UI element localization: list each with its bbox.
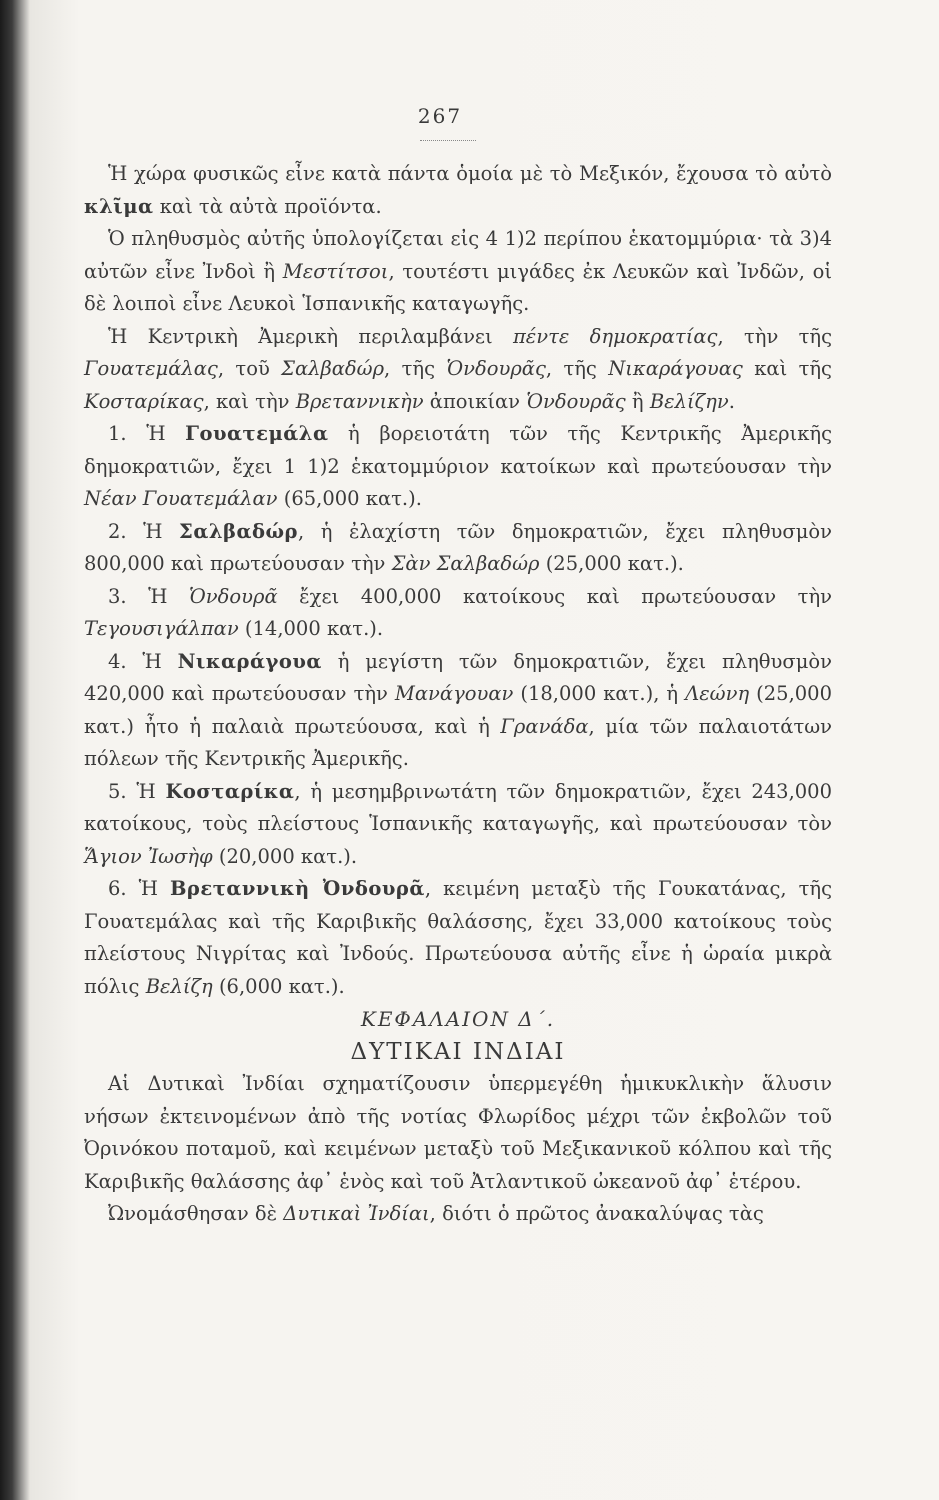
paragraph bbox=[84, 873, 832, 1003]
text-block-west-indies bbox=[84, 1068, 832, 1231]
italic-term: Γουατεμάλας bbox=[84, 357, 218, 380]
section-heading: ΔΥΤΙΚΑΙ ΙΝΔΙΑΙ bbox=[350, 1038, 566, 1065]
text-run: ἢ bbox=[625, 389, 650, 413]
italic-term: Ὁνδουρᾶς bbox=[446, 357, 546, 380]
paragraph bbox=[84, 516, 832, 581]
text-run: , ἡ ἐλαχίστη τῶν δημοκρατιῶν, ἔχει πληθυσμὸν 800,000 καὶ πρωτεύουσαν τὴν bbox=[84, 519, 832, 575]
page-body bbox=[84, 158, 832, 1231]
text-run: 2. Ἡ bbox=[108, 519, 180, 543]
italic-term: Σαλβαδώρ bbox=[281, 357, 385, 380]
text-run: Ὠνομάσθησαν δὲ bbox=[108, 1202, 284, 1225]
text-run: , μία τῶν παλαιοτάτων πόλεων τῆς Κεντρικῆς Ἀμερικῆς. bbox=[84, 714, 832, 770]
italic-term: Δυτικαὶ Ἰνδίαι bbox=[283, 1202, 430, 1225]
text-run: Ἡ χώρα φυσικῶς εἶνε κατὰ πάντα ὁμοία μὲ τὸ Μεξικόν, ἔχουσα τὸ αὐτὸ bbox=[108, 162, 832, 185]
text-run: (6,000 κατ.). bbox=[212, 974, 345, 998]
italic-term: Μεστίτσοι bbox=[282, 259, 389, 283]
paragraph bbox=[84, 158, 832, 223]
paragraph bbox=[84, 418, 832, 516]
text-run: , τῆς bbox=[384, 357, 447, 380]
paragraph bbox=[84, 1068, 832, 1198]
italic-term: Λεώνη bbox=[685, 682, 750, 705]
text-run: καὶ τῆς bbox=[742, 357, 832, 380]
text-run: 5. Ἡ bbox=[108, 779, 166, 803]
text-run: (65,000 κατ.). bbox=[277, 487, 422, 510]
page-number-rule bbox=[420, 140, 476, 141]
paragraph bbox=[84, 321, 832, 419]
text-run: Ἡ Κεντρικὴ Ἀμερικὴ περιλαμβάνει bbox=[108, 324, 513, 348]
text-run: ἔχει 400,000 κατοίκους καὶ πρωτεύουσαν τὴν bbox=[277, 584, 832, 608]
text-run: , τουτέστι μιγάδες ἐκ Λευκῶν καὶ Ἰνδῶν, οἱ δὲ λοιποὶ εἶνε Λευκοὶ Ἱσπανικῆς καταγωγῆς. bbox=[84, 259, 832, 315]
text-run: 4. Ἡ bbox=[108, 649, 178, 673]
text-run: , καὶ τὴν bbox=[203, 389, 296, 413]
paragraph bbox=[84, 223, 832, 321]
text-block-central-america bbox=[84, 158, 832, 1003]
text-run: (20,000 κατ.). bbox=[212, 844, 358, 868]
paragraph bbox=[84, 1198, 832, 1231]
text-run: , ἡ μεσημβρινωτάτη τῶν δημοκρατιῶν, ἔχει 243,000 κατοίκους, τοὺς πλείστους Ἱσπανικῆς καταγωγῆς, καὶ πρωτεύουσαν τὸν bbox=[84, 779, 832, 835]
paragraph bbox=[84, 646, 832, 776]
italic-term: Νέαν Γουατεμάλαν bbox=[84, 487, 278, 510]
paragraph bbox=[84, 581, 832, 646]
italic-term: Νικαράγουας bbox=[608, 357, 743, 380]
bold-term: Γουατεμάλα bbox=[185, 422, 329, 445]
text-run: (25,000 κατ.) ἦτο ἡ παλαιὰ πρωτεύουσα, καὶ ἡ bbox=[84, 682, 832, 738]
text-run: . bbox=[728, 389, 735, 413]
italic-term: πέντε δημοκρατίας bbox=[512, 324, 718, 348]
page-number: 267 bbox=[417, 104, 463, 128]
text-run: , τοῦ bbox=[217, 357, 282, 380]
bold-term: Σαλβαδώρ bbox=[179, 519, 298, 543]
bold-term: Βρεταννικὴ Ὀνδουρᾶ bbox=[169, 877, 425, 900]
paragraph bbox=[84, 776, 832, 874]
text-run: (25,000 κατ.). bbox=[539, 552, 684, 575]
italic-term: Γρανάδα bbox=[500, 714, 589, 738]
italic-term: Βρεταννικὴν bbox=[295, 389, 424, 413]
text-run: 3. Ἡ bbox=[108, 584, 190, 608]
chapter-title: ΚΕΦΑΛΑΙΟΝ Δ΄. bbox=[360, 1007, 556, 1031]
text-run: , τῆς bbox=[545, 357, 609, 380]
text-run: ἡ βορειοτάτη τῶν τῆς Κεντρικῆς Ἀμερικῆς δημοκρατιῶν, ἔχει 1 1)2 ἑκατομμύριον κατοίκων καὶ πρωτεύουσαν τὴν bbox=[84, 422, 832, 478]
text-run: Αἱ Δυτικαὶ Ἰνδίαι σχηματίζουσιν ὑπερμεγέθη ἡμικυκλικὴν ἅλυσιν νήσων ἐκτεινομένων ἀπὸ τῆς νοτίας Φλωρίδος μέχρι τῶν ἐκβολῶν τοῦ Ὀρινόκου ποταμοῦ, καὶ κειμένων μεταξὺ τοῦ Μεξικανικοῦ κόλπου καὶ τῆς Καριβικῆς θαλάσσης ἀφ᾽ ἑνὸς καὶ τοῦ Ἀτλαντικοῦ ὠκεανοῦ ἀφ᾽ ἑτέρου. bbox=[84, 1072, 832, 1193]
text-run: 6. Ἡ bbox=[108, 877, 170, 900]
italic-term: Ἅγιον Ἰωσὴφ bbox=[84, 844, 213, 868]
text-run: , τὴν τῆς bbox=[717, 324, 832, 348]
italic-term: Μανάγουαν bbox=[394, 682, 514, 705]
italic-term: Βελίζη bbox=[145, 974, 213, 998]
text-run: καὶ τὰ αὐτὰ προϊόντα. bbox=[153, 194, 382, 218]
italic-term: Ὁνδουρᾶ bbox=[189, 584, 278, 608]
bold-term: Νικαράγουα bbox=[177, 649, 322, 673]
text-run: , διότι ὁ πρῶτος ἀνακαλύψας τὰς bbox=[429, 1202, 764, 1225]
bold-term: Κοσταρίκα bbox=[165, 779, 295, 803]
italic-term: Σὰν Σαλβαδώρ bbox=[391, 552, 540, 575]
text-run: (18,000 κατ.), ἡ bbox=[513, 682, 686, 705]
text-run: , κειμένη μεταξὺ τῆς Γουκατάνας, τῆς Γουατεμάλας καὶ τῆς Καριβικῆς θαλάσσης, ἔχει 33,000 κατοίκους τοὺς πλείστους Νιγρίτας καὶ Ἰνδούς. Πρωτεύουσα αὐτῆς εἶνε ἡ ὡραία μικρὰ πόλις bbox=[84, 877, 832, 998]
text-run: ἀποικίαν bbox=[423, 389, 527, 413]
text-run: 1. Ἡ bbox=[108, 422, 186, 445]
text-run: Ὁ πληθυσμὸς αὐτῆς ὑπολογίζεται εἰς 4 1)2 περίπου ἑκατομμύρια· τὰ 3)4 αὐτῶν εἶνε Ἰνδοὶ ἢ bbox=[84, 227, 832, 283]
italic-term: Ὁνδουρᾶς bbox=[526, 389, 626, 413]
text-run: ἡ μεγίστη τῶν δημοκρατιῶν, ἔχει πληθυσμὸν 420,000 καὶ πρωτεύουσαν τὴν bbox=[84, 649, 832, 705]
italic-term: Κοσταρίκας bbox=[84, 389, 204, 413]
text-run: (14,000 κατ.). bbox=[238, 617, 384, 640]
italic-term: Βελίζην bbox=[649, 389, 729, 413]
bold-term: κλῖμα bbox=[84, 194, 154, 218]
italic-term: Τεγουσιγάλπαν bbox=[84, 617, 239, 640]
